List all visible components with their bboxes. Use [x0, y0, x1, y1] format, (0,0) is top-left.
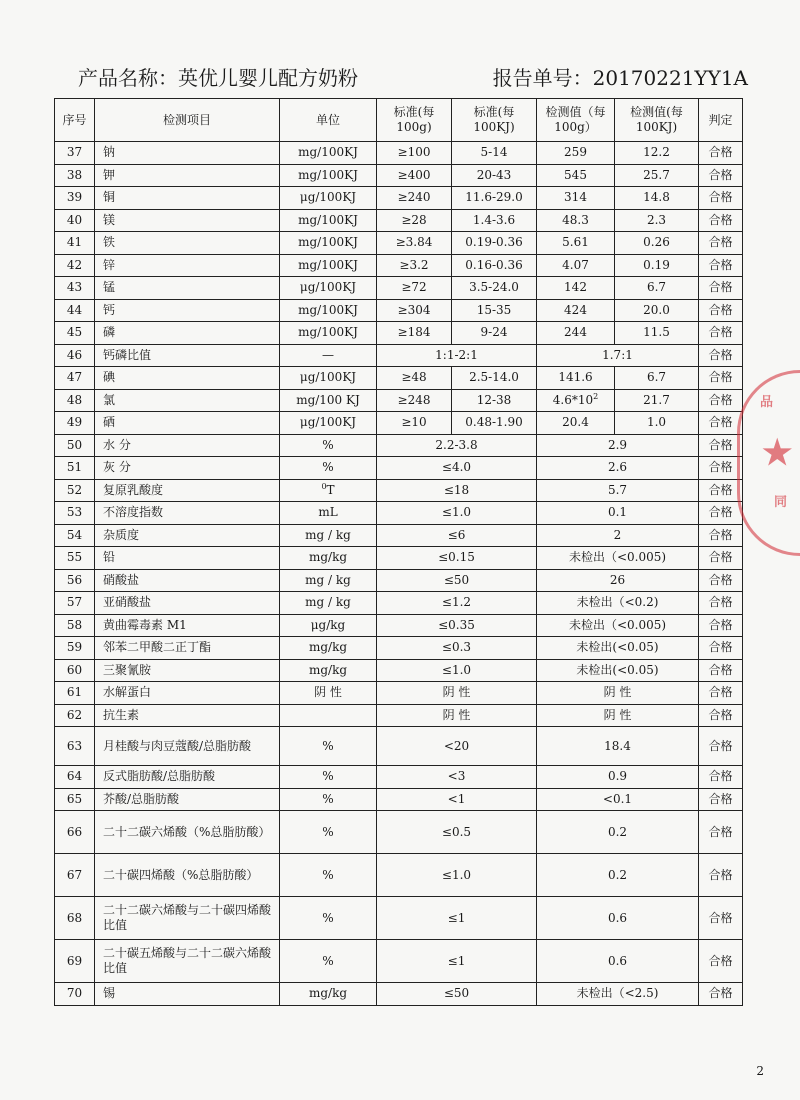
verdict: 合格: [699, 187, 743, 210]
unit: mg/100KJ: [280, 142, 377, 165]
test-item: 镁: [95, 209, 280, 232]
verdict: 合格: [699, 524, 743, 547]
table-row: [55, 704, 743, 727]
value-exponent: 2: [593, 391, 599, 401]
table-row: [55, 940, 743, 983]
row-number: 64: [55, 766, 95, 789]
standard: ≤18: [377, 479, 537, 502]
value-per-100kj: 14.8: [615, 187, 699, 210]
unit: [280, 479, 377, 502]
unit: %: [280, 788, 377, 811]
verdict: 合格: [699, 254, 743, 277]
test-item: 铅: [95, 547, 280, 570]
table-row: [55, 209, 743, 232]
test-item: 芥酸/总脂肪酸: [95, 788, 280, 811]
verdict: 合格: [699, 854, 743, 897]
test-item: 三聚氰胺: [95, 659, 280, 682]
unit-superscript: 0: [321, 481, 327, 491]
measured-value: 0.2: [537, 854, 699, 897]
unit: %: [280, 457, 377, 480]
test-item: 钠: [95, 142, 280, 165]
measured-value: 2.6: [537, 457, 699, 480]
test-item: 二十碳四烯酸（%总脂肪酸）: [95, 854, 280, 897]
standard-per-100g: ≥304: [377, 299, 452, 322]
standard-per-100kj: 2.5-14.0: [452, 367, 537, 390]
test-item: 碘: [95, 367, 280, 390]
table-row: [55, 434, 743, 457]
table-row: [55, 277, 743, 300]
table-row: [55, 788, 743, 811]
measured-value: 0.6: [537, 897, 699, 940]
row-number: 43: [55, 277, 95, 300]
verdict: 合格: [699, 940, 743, 983]
unit: μg/100KJ: [280, 277, 377, 300]
value-per-100kj: 1.0: [615, 412, 699, 435]
row-number: 44: [55, 299, 95, 322]
header-row: [55, 99, 743, 142]
test-item: 二十二碳六烯酸与二十碳四烯酸比值: [95, 897, 280, 940]
col-header-std-per-100g: 标准(每100g): [377, 99, 452, 142]
standard-per-100kj: 0.19-0.36: [452, 232, 537, 255]
verdict: 合格: [699, 412, 743, 435]
standard-per-100g: ≥400: [377, 164, 452, 187]
verdict: 合格: [699, 614, 743, 637]
standard-per-100g: ≥3.2: [377, 254, 452, 277]
standard: 阴 性: [377, 682, 537, 705]
unit: %: [280, 854, 377, 897]
measured-value: 阴 性: [537, 682, 699, 705]
standard: ≤1.0: [377, 502, 537, 525]
unit: %: [280, 727, 377, 766]
standard-per-100g: ≥240: [377, 187, 452, 210]
row-number: 53: [55, 502, 95, 525]
row-number: 45: [55, 322, 95, 345]
measured-value: 未检出（<0.2): [537, 592, 699, 615]
row-number: 55: [55, 547, 95, 570]
standard-per-100kj: 1.4-3.6: [452, 209, 537, 232]
row-number: 54: [55, 524, 95, 547]
verdict: 合格: [699, 569, 743, 592]
measured-value: 1.7:1: [537, 344, 699, 367]
col-header-verdict: 判定: [699, 99, 743, 142]
measured-value: <0.1: [537, 788, 699, 811]
row-number: 57: [55, 592, 95, 615]
table-row: [55, 854, 743, 897]
verdict: 合格: [699, 209, 743, 232]
verdict: 合格: [699, 457, 743, 480]
standard-per-100kj: 9-24: [452, 322, 537, 345]
standard-per-100kj: 5-14: [452, 142, 537, 165]
row-number: 61: [55, 682, 95, 705]
col-header-unit: 单位: [280, 99, 377, 142]
row-number: 60: [55, 659, 95, 682]
standard-per-100g: ≥28: [377, 209, 452, 232]
table-row: [55, 164, 743, 187]
table-row: [55, 502, 743, 525]
measured-value: 未检出（<0.005): [537, 547, 699, 570]
verdict: 合格: [699, 704, 743, 727]
test-item: 钙磷比值: [95, 344, 280, 367]
measured-value: 0.6: [537, 940, 699, 983]
table-row: [55, 412, 743, 435]
unit: %: [280, 811, 377, 854]
table-row: [55, 659, 743, 682]
value-per-100g: 4.07: [537, 254, 615, 277]
measured-value: 阴 性: [537, 704, 699, 727]
table-row: [55, 727, 743, 766]
standard-per-100kj: 15-35: [452, 299, 537, 322]
col-header-std-per-100kj: 标准(每100KJ): [452, 99, 537, 142]
verdict: 合格: [699, 299, 743, 322]
verdict: 合格: [699, 164, 743, 187]
test-item: 铁: [95, 232, 280, 255]
row-number: 39: [55, 187, 95, 210]
standard: ≤4.0: [377, 457, 537, 480]
verdict: 合格: [699, 766, 743, 789]
table-row: [55, 457, 743, 480]
value-per-100kj: 21.7: [615, 389, 699, 412]
measured-value: 未检出(<0.05): [537, 637, 699, 660]
stamp-text-top: 品: [760, 395, 774, 410]
test-item: 反式脂肪酸/总脂肪酸: [95, 766, 280, 789]
standard-per-100g: ≥248: [377, 389, 452, 412]
value-per-100kj: 20.0: [615, 299, 699, 322]
measured-value: 0.2: [537, 811, 699, 854]
unit: μg/kg: [280, 614, 377, 637]
row-number: 41: [55, 232, 95, 255]
verdict: 合格: [699, 277, 743, 300]
test-results-table: [54, 98, 743, 1006]
table-row: [55, 367, 743, 390]
stamp-text-bottom: 同: [774, 495, 788, 510]
row-number: 67: [55, 854, 95, 897]
test-item: 磷: [95, 322, 280, 345]
unit: mg/kg: [280, 983, 377, 1006]
value-per-100kj: 6.7: [615, 277, 699, 300]
unit: %: [280, 434, 377, 457]
unit: %: [280, 766, 377, 789]
row-number: 48: [55, 389, 95, 412]
test-item: 锰: [95, 277, 280, 300]
test-item: 二十二碳六烯酸（%总脂肪酸）: [95, 811, 280, 854]
test-item: 钾: [95, 164, 280, 187]
table-row: [55, 322, 743, 345]
verdict: 合格: [699, 232, 743, 255]
value-per-100g: 141.6: [537, 367, 615, 390]
standard-per-100kj: 0.48-1.90: [452, 412, 537, 435]
row-number: 70: [55, 983, 95, 1006]
unit: mg/100KJ: [280, 209, 377, 232]
row-number: 42: [55, 254, 95, 277]
row-number: 46: [55, 344, 95, 367]
unit: [280, 704, 377, 727]
table-row: [55, 232, 743, 255]
measured-value: 5.7: [537, 479, 699, 502]
standard-per-100kj: 11.6-29.0: [452, 187, 537, 210]
verdict: 合格: [699, 344, 743, 367]
value-per-100kj: 12.2: [615, 142, 699, 165]
col-header-value-per-100kj: 检测值(每100KJ): [615, 99, 699, 142]
unit: mg / kg: [280, 592, 377, 615]
col-header-item: 检测项目: [95, 99, 280, 142]
value-per-100g: 259: [537, 142, 615, 165]
table-row: [55, 142, 743, 165]
row-number: 66: [55, 811, 95, 854]
standard-per-100g: ≥184: [377, 322, 452, 345]
value-per-100g: 314: [537, 187, 615, 210]
red-seal-stamp: [737, 370, 800, 556]
value-base: 4.6*10: [552, 392, 594, 407]
unit: μg/100KJ: [280, 187, 377, 210]
verdict: 合格: [699, 322, 743, 345]
row-number: 62: [55, 704, 95, 727]
test-item: 锌: [95, 254, 280, 277]
standard-per-100g: ≥72: [377, 277, 452, 300]
table-row: [55, 592, 743, 615]
unit: —: [280, 344, 377, 367]
test-item: 硒: [95, 412, 280, 435]
verdict: 合格: [699, 983, 743, 1006]
standard: ≤0.5: [377, 811, 537, 854]
table-row: [55, 637, 743, 660]
row-number: 47: [55, 367, 95, 390]
unit: %: [280, 940, 377, 983]
measured-value: 未检出(<0.05): [537, 659, 699, 682]
standard: <20: [377, 727, 537, 766]
unit: mg/100 KJ: [280, 389, 377, 412]
verdict: 合格: [699, 637, 743, 660]
verdict: 合格: [699, 142, 743, 165]
standard-per-100kj: 12-38: [452, 389, 537, 412]
table-row: [55, 479, 743, 502]
value-per-100kj: 2.3: [615, 209, 699, 232]
measured-value: 18.4: [537, 727, 699, 766]
report-number: 报告单号：20170221YY1A: [492, 66, 748, 90]
standard-per-100g: ≥100: [377, 142, 452, 165]
unit: mg/100KJ: [280, 254, 377, 277]
table-row: [55, 682, 743, 705]
row-number: 50: [55, 434, 95, 457]
test-item: 铜: [95, 187, 280, 210]
standard-per-100g: ≥10: [377, 412, 452, 435]
verdict: 合格: [699, 788, 743, 811]
table-row: [55, 897, 743, 940]
test-item: 黄曲霉毒素 M1: [95, 614, 280, 637]
document-header: [78, 62, 748, 96]
value-per-100kj: 0.19: [615, 254, 699, 277]
row-number: 59: [55, 637, 95, 660]
unit: mg / kg: [280, 524, 377, 547]
measured-value: 0.1: [537, 502, 699, 525]
table-row: [55, 299, 743, 322]
test-item: 月桂酸与肉豆蔻酸/总脂肪酸: [95, 727, 280, 766]
test-item: 锡: [95, 983, 280, 1006]
row-number: 40: [55, 209, 95, 232]
standard: ≤0.35: [377, 614, 537, 637]
test-item: 钙: [95, 299, 280, 322]
standard: 1:1-2:1: [377, 344, 537, 367]
standard: ≤1: [377, 897, 537, 940]
test-item: 灰 分: [95, 457, 280, 480]
table-row: [55, 547, 743, 570]
unit: mg/100KJ: [280, 232, 377, 255]
unit: μg/100KJ: [280, 412, 377, 435]
value-per-100kj: 0.26: [615, 232, 699, 255]
standard: <1: [377, 788, 537, 811]
measured-value: 未检出（<0.005): [537, 614, 699, 637]
standard-per-100g: ≥48: [377, 367, 452, 390]
verdict: 合格: [699, 547, 743, 570]
verdict: 合格: [699, 659, 743, 682]
test-item: 硝酸盐: [95, 569, 280, 592]
unit: %: [280, 897, 377, 940]
standard: ≤6: [377, 524, 537, 547]
unit: mg/kg: [280, 659, 377, 682]
measured-value: 2: [537, 524, 699, 547]
table-row: [55, 983, 743, 1006]
test-item: 不溶度指数: [95, 502, 280, 525]
unit-text: T: [326, 482, 335, 497]
col-header-no: 序号: [55, 99, 95, 142]
test-item: 水 分: [95, 434, 280, 457]
value-per-100g: 244: [537, 322, 615, 345]
value-per-100g: 20.4: [537, 412, 615, 435]
verdict: 合格: [699, 682, 743, 705]
test-item: 抗生素: [95, 704, 280, 727]
table-row: [55, 524, 743, 547]
standard: ≤0.3: [377, 637, 537, 660]
value-per-100g: 142: [537, 277, 615, 300]
unit: μg/100KJ: [280, 367, 377, 390]
row-number: 65: [55, 788, 95, 811]
value-per-100kj: 6.7: [615, 367, 699, 390]
measured-value: 26: [537, 569, 699, 592]
row-number: 69: [55, 940, 95, 983]
table-row: [55, 569, 743, 592]
test-item: 亚硝酸盐: [95, 592, 280, 615]
unit: mg / kg: [280, 569, 377, 592]
table-body: [55, 142, 743, 1006]
col-header-value-per-100g: 检测值（每100g）: [537, 99, 615, 142]
standard-per-100kj: 3.5-24.0: [452, 277, 537, 300]
value-per-100kj: 25.7: [615, 164, 699, 187]
row-number: 49: [55, 412, 95, 435]
standard: <3: [377, 766, 537, 789]
table-row: [55, 389, 743, 412]
verdict: 合格: [699, 897, 743, 940]
row-number: 38: [55, 164, 95, 187]
value-per-100g: [537, 389, 615, 412]
standard: ≤1: [377, 940, 537, 983]
verdict: 合格: [699, 367, 743, 390]
test-item: 二十碳五烯酸与二十二碳六烯酸比值: [95, 940, 280, 983]
row-number: 52: [55, 479, 95, 502]
unit: mg/100KJ: [280, 299, 377, 322]
row-number: 51: [55, 457, 95, 480]
standard: ≤1.0: [377, 659, 537, 682]
test-item: 氯: [95, 389, 280, 412]
test-item: 复原乳酸度: [95, 479, 280, 502]
standard: ≤0.15: [377, 547, 537, 570]
star-icon: ★: [762, 433, 793, 473]
verdict: 合格: [699, 811, 743, 854]
page-number: 2: [756, 1064, 764, 1078]
verdict: 合格: [699, 434, 743, 457]
row-number: 58: [55, 614, 95, 637]
table-row: [55, 614, 743, 637]
unit: mg/kg: [280, 547, 377, 570]
standard: ≤1.0: [377, 854, 537, 897]
standard: 阴 性: [377, 704, 537, 727]
standard-per-100g: ≥3.84: [377, 232, 452, 255]
standard: 2.2-3.8: [377, 434, 537, 457]
verdict: 合格: [699, 592, 743, 615]
table-row: [55, 187, 743, 210]
measured-value: 2.9: [537, 434, 699, 457]
standard: ≤50: [377, 569, 537, 592]
value-per-100g: 424: [537, 299, 615, 322]
value-per-100g: 48.3: [537, 209, 615, 232]
test-item: 水解蛋白: [95, 682, 280, 705]
verdict: 合格: [699, 727, 743, 766]
table-row: [55, 254, 743, 277]
table-row: [55, 766, 743, 789]
unit: mg/100KJ: [280, 322, 377, 345]
table-row: [55, 811, 743, 854]
table-row: [55, 344, 743, 367]
product-name: 产品名称：英优儿婴儿配方奶粉: [78, 66, 358, 90]
measured-value: 0.9: [537, 766, 699, 789]
verdict: 合格: [699, 389, 743, 412]
value-per-100g: 5.61: [537, 232, 615, 255]
unit: mL: [280, 502, 377, 525]
test-item: 杂质度: [95, 524, 280, 547]
verdict: 合格: [699, 502, 743, 525]
standard: ≤1.2: [377, 592, 537, 615]
unit: mg/kg: [280, 637, 377, 660]
test-item: 邻苯二甲酸二正丁酯: [95, 637, 280, 660]
row-number: 56: [55, 569, 95, 592]
value-per-100g: 545: [537, 164, 615, 187]
value-per-100kj: 11.5: [615, 322, 699, 345]
unit: 阴 性: [280, 682, 377, 705]
row-number: 37: [55, 142, 95, 165]
row-number: 68: [55, 897, 95, 940]
row-number: 63: [55, 727, 95, 766]
unit: mg/100KJ: [280, 164, 377, 187]
measured-value: 未检出（<2.5): [537, 983, 699, 1006]
standard-per-100kj: 20-43: [452, 164, 537, 187]
verdict: 合格: [699, 479, 743, 502]
standard-per-100kj: 0.16-0.36: [452, 254, 537, 277]
standard: ≤50: [377, 983, 537, 1006]
